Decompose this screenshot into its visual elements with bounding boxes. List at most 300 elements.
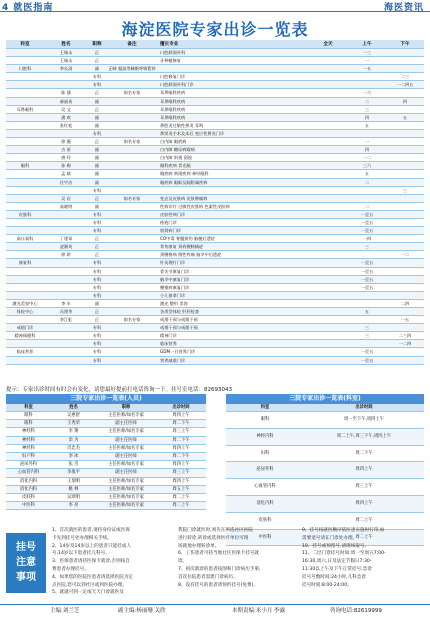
table-cell: 周二下午 (172, 453, 190, 459)
table-cell (348, 292, 386, 299)
table-row (6, 162, 424, 170)
table-cell (106, 146, 158, 153)
table-cell: 骨伤康复 颈肩腰腿痛症 (160, 244, 204, 250)
table-row (226, 412, 424, 429)
table-cell (308, 251, 348, 258)
table-cell: 周二下午 (355, 450, 373, 456)
table-cell: 一至五 (360, 228, 374, 234)
note-line: 我院门诊就医时,须先在所选社区医院 (178, 528, 253, 533)
table-cell: 周四上午 (172, 413, 190, 418)
table-cell: 泌尿外科 (19, 462, 38, 468)
table-cell (386, 268, 424, 275)
table-cell: 吴颂明 (67, 494, 80, 500)
table-cell: 周二上午 (172, 503, 190, 509)
table-cell (308, 324, 348, 331)
page-title: 海淀医院专家出诊一览表 (121, 20, 309, 39)
table-row (6, 106, 424, 114)
table-cell: 一 (364, 58, 370, 64)
header-cell: 姓名 (69, 405, 78, 410)
note-line: 1、首次就医的患者,请持身份证或医保 (52, 528, 130, 533)
table-row (6, 49, 424, 57)
table-cell: 脑卒中康复门诊 (160, 276, 190, 282)
table-cell (106, 324, 158, 331)
table-cell: 正 (94, 195, 100, 201)
note-line: 2、14岁及14岁以上的患者只能挂成人 (52, 543, 131, 549)
table-cell (6, 49, 44, 56)
table-row (6, 486, 206, 494)
table-cell: 周四上午 (172, 478, 190, 484)
table-cell: 副 (94, 163, 100, 169)
table-cell (6, 276, 44, 283)
table-cell (308, 292, 348, 299)
table-cell: 如名专家 (123, 317, 141, 323)
table-row (6, 243, 424, 251)
table-cell (386, 57, 424, 64)
table-cell (308, 348, 348, 355)
header-cell: 职称 (121, 405, 131, 410)
note-line: 5、就就可到一定或天天门诊就医及 (52, 590, 124, 596)
table-cell: 专科 (92, 260, 102, 266)
table-cell (44, 259, 88, 266)
table-cell: 主任医师/如名专家 (108, 478, 144, 484)
table-cell (308, 49, 348, 56)
table-cell: 心血管内科 (17, 470, 40, 476)
table-cell: 任宇洁 (59, 179, 73, 185)
table-cell (44, 81, 88, 88)
footer-editor: 主编:刘兰芝 (50, 608, 80, 614)
header-cell: 全天 (323, 42, 333, 47)
table-cell: 高晓明 (59, 203, 73, 209)
table-cell (386, 276, 424, 283)
table-cell: 吴惠舒 (67, 413, 80, 418)
table-cell: 皮肤科 (22, 494, 35, 500)
table-cell: 银屑病门诊 (160, 228, 181, 234)
table-cell: 副 (94, 171, 100, 177)
table-cell (386, 227, 424, 234)
table-cell (106, 259, 158, 266)
table-cell: 周三上午 (172, 470, 190, 476)
table-cell (6, 81, 44, 88)
table-cell: 二 (364, 98, 370, 104)
table-cell: 五 (364, 171, 370, 177)
table-cell (6, 73, 44, 80)
table-cell: 主任医师/如名专家 (108, 413, 144, 418)
table-cell: 周四上午 (355, 467, 373, 473)
table-cell (386, 324, 424, 331)
table-cell (44, 340, 88, 347)
table-header (6, 40, 424, 49)
table-cell: 眼底病 眼眶及眼附属疾病 (160, 179, 208, 185)
table-cell (308, 138, 348, 145)
table-cell: 主任医师/如名专家 (108, 503, 144, 509)
table-cell (158, 65, 308, 72)
table-cell (308, 316, 348, 323)
table-cell (106, 235, 158, 242)
table-cell: 一六 (362, 90, 372, 96)
table-cell: 李康平 (67, 470, 80, 476)
table-cell: 戒烟干预与戒烟干预 (160, 325, 198, 331)
table-cell: 王瑞永 (59, 50, 73, 55)
table-cell: 二四 (400, 300, 410, 306)
table-row (6, 195, 424, 203)
note-line: 进行转诊,转诊或选择医疗单位可现 (178, 535, 249, 541)
header-cell: 备注 (127, 42, 137, 47)
table-cell: 如名专家 (123, 195, 141, 201)
table-row (6, 122, 424, 130)
table-cell: 骨关节康复门诊 (160, 268, 190, 274)
table-cell: 正畸 超高等睡眠呼吸暂停 (108, 66, 156, 72)
note-line: 点医院,您可以到社区或到医院办理。 (52, 582, 127, 588)
table-cell: 眼科 (24, 413, 33, 418)
table-cell (6, 122, 44, 129)
table-cell (106, 203, 158, 210)
table-cell: 陈 涵 (61, 90, 71, 96)
table-cell (308, 81, 348, 88)
header-cell: 职称 (92, 42, 102, 47)
table-cell: 冯建华 (59, 309, 73, 314)
table-cell (348, 195, 386, 202)
table-row (6, 138, 424, 146)
table-cell (386, 259, 424, 266)
table-cell (308, 187, 348, 194)
table-row (6, 494, 206, 502)
table-cell (308, 106, 348, 113)
header-cell: 下午 (400, 42, 410, 47)
footer-phone: 咨询电话:82619999 (330, 608, 382, 614)
table-cell: 牙种植修复 (160, 58, 181, 64)
table-row (6, 324, 424, 332)
table-cell (308, 89, 348, 96)
table-cell (6, 340, 44, 347)
table-row (6, 300, 424, 308)
table-cell (308, 243, 348, 250)
table-cell: 性病诊疗 过敏性皮肤病 色素性皮肤病 (160, 203, 230, 209)
table-cell: 王瑞永 (59, 58, 73, 64)
table-cell: 三 (364, 325, 370, 331)
table-cell: 三 (364, 333, 370, 339)
notes-column-1 (52, 527, 174, 597)
table-row (6, 146, 424, 154)
table-row (6, 461, 206, 469)
table-cell (106, 219, 158, 226)
table-cell (308, 114, 348, 121)
table-cell: 周二下午 (172, 437, 190, 443)
table-cell: 唐 玲 (61, 155, 71, 161)
table-cell (106, 300, 158, 307)
table-cell: 妇科 (260, 450, 270, 456)
footer (0, 604, 430, 617)
table-row (6, 469, 206, 477)
note-line: 场就地办理转诊单。 (178, 543, 220, 549)
table-cell (106, 106, 158, 113)
table-cell (308, 340, 348, 347)
table-cell (6, 195, 44, 202)
table-cell (106, 211, 158, 218)
table-row (6, 445, 206, 453)
table-cell: 泌尿外科 (256, 467, 274, 473)
table-cell (308, 195, 348, 202)
table-row (6, 187, 424, 195)
table-row (226, 429, 424, 446)
table-cell: 肖忠杰 (67, 445, 80, 451)
table-row (6, 130, 424, 138)
table-row (6, 259, 424, 267)
table-cell (106, 187, 158, 194)
table-row (6, 179, 424, 187)
table-cell (308, 235, 348, 242)
table-row (6, 170, 424, 178)
table-cell: 正 (94, 244, 100, 250)
table-cell: 周四上午 (172, 462, 190, 468)
table-cell: 郝丽英 (59, 98, 73, 104)
table-cell (6, 292, 44, 299)
table-cell: 周四上午 (355, 500, 373, 506)
table-cell (386, 89, 424, 96)
table-cell: 高压氧科 (16, 236, 34, 242)
table-cell (106, 154, 158, 161)
table-cell: 主任医师/如名专家 (108, 494, 144, 500)
table-cell: 正 (94, 50, 100, 55)
table-cell (308, 219, 348, 226)
table-cell: 四 (364, 114, 370, 120)
table-cell: 副 (94, 300, 100, 306)
table-cell (106, 73, 158, 80)
note-line: 7、初次就诊的患者按图和门诊病历手册, (178, 566, 261, 572)
table-cell: 皮肤科 (18, 211, 32, 217)
table-cell: 小儿推拿门诊 (160, 292, 186, 298)
table-cell (6, 179, 44, 186)
table-cell: 正 (94, 90, 100, 96)
table-row (6, 81, 424, 89)
table-cell (6, 251, 44, 258)
table-cell: 口腔修复门诊 (160, 74, 186, 80)
table-cell: 正 (94, 58, 100, 64)
table-row (6, 292, 424, 300)
table-cell: 副 (94, 114, 100, 120)
table-cell (348, 300, 386, 307)
table-cell (386, 203, 424, 210)
department-table-title: 三院专家出诊一览表(科室) (226, 394, 424, 404)
table-cell (106, 122, 158, 129)
table-cell: 消化内科 (19, 478, 38, 484)
table-cell: 二三四 (398, 333, 412, 339)
table-cell: 副 (94, 155, 100, 161)
notice-text: 提示：专家出诊时间有时会有变化，请您最好提前打电话咨询一下。挂号室电话：82693043 (6, 387, 232, 393)
table-cell (6, 284, 44, 291)
note-line: 号,14岁以下患者挂儿科号。 (52, 551, 110, 557)
table-cell: 专科 (92, 349, 102, 355)
note-line: 8、没有挂号的患者请预约挂号(免费), (178, 582, 255, 588)
table-cell (308, 268, 348, 275)
table-cell: 如名专家 (123, 139, 141, 145)
table-cell: 一至五 (360, 260, 374, 266)
table-cell (106, 114, 158, 121)
table-cell: 二三 (400, 74, 410, 80)
table-cell (6, 89, 44, 96)
table-cell: 周二上午 (172, 494, 190, 500)
table-cell: 康复科 (18, 260, 32, 266)
table-cell (308, 73, 348, 80)
table-cell: 口腔颌面外科门诊 (160, 82, 194, 88)
table-cell (106, 57, 158, 64)
table-cell: 二 (364, 179, 370, 185)
table-cell (386, 130, 424, 137)
table-cell (308, 146, 348, 153)
table-cell: 精神门诊 (160, 333, 177, 339)
table-row (6, 65, 424, 73)
table-cell (106, 284, 158, 291)
table-cell: 戒烟干预与戒烟干预 (160, 317, 198, 323)
table-cell: 李长清 (59, 66, 73, 72)
table-cell (308, 203, 348, 210)
table-cell: 专科 (92, 284, 102, 290)
table-cell (44, 268, 88, 275)
table-cell: 临床营养 (16, 349, 34, 355)
table-cell: 颈腰椎病 慢性疼痛 脑卒中后遗症 (160, 252, 222, 258)
table-cell: 五 (402, 114, 408, 120)
table-cell: 余 为 (68, 437, 79, 443)
table-cell (348, 187, 386, 194)
table-cell: 李 车 (61, 300, 71, 306)
table-cell (106, 170, 158, 177)
table-row (6, 57, 424, 65)
table-cell: 周三上午 (355, 484, 373, 490)
table-cell: 耳鼻喉科疾病 (160, 106, 186, 112)
table-cell (6, 316, 44, 323)
table-cell (386, 348, 424, 355)
table-cell: 腰椎病康复门诊 (160, 284, 190, 290)
section-label: 4 就医指南 (2, 3, 54, 13)
table-cell: 眼科疾病 青光眼 (160, 163, 191, 169)
table-cell: 消化内科 (256, 500, 274, 506)
header-cell: 姓名 (61, 42, 71, 47)
table-row (6, 227, 424, 235)
table-cell (6, 130, 44, 137)
table-cell (308, 300, 348, 307)
table-cell: 主任医师/如名专家 (108, 429, 144, 435)
table-cell: 专科 (92, 292, 102, 298)
table-cell: 专科 (92, 333, 102, 339)
table-cell: 妇产科 (22, 453, 35, 459)
table-cell (44, 348, 88, 355)
table-cell (308, 170, 348, 177)
table-cell (308, 332, 348, 339)
table-cell: 专科 (92, 130, 102, 136)
table-cell: 副 (94, 66, 100, 72)
table-cell: 专科 (92, 341, 102, 347)
table-cell (44, 292, 88, 299)
main-schedule-table (6, 40, 424, 365)
staff-table-header (6, 404, 206, 412)
table-cell: 副主任医师 (115, 453, 137, 459)
table-cell: 专科 (92, 219, 102, 225)
table-row (6, 203, 424, 211)
table-row (6, 98, 424, 106)
table-row (226, 446, 424, 463)
table-cell: 正 (94, 106, 100, 112)
table-cell: 中医科 (258, 534, 272, 540)
note-line: 6、工伤患者可持当地社区医保卡挂号就 (178, 551, 260, 557)
table-cell: 如名专家 (123, 90, 141, 96)
table-cell: 神经科 (22, 437, 35, 443)
table-cell: 激光美容中心 (12, 300, 38, 306)
header-cell: 出诊时间 (355, 405, 373, 410)
table-row (6, 235, 424, 243)
table-cell: 一至五 (360, 349, 374, 355)
table-cell: GDM一日营养门诊 (160, 349, 196, 355)
table-row (6, 308, 424, 316)
note-line: 诊。 (178, 559, 188, 565)
table-cell: 吉 原 (61, 147, 71, 153)
table-cell: 痤疮门诊 (160, 219, 177, 225)
table-cell: 一至五 (360, 276, 374, 282)
table-cell: 白内障 糖尿病眼病 (160, 147, 195, 153)
table-row (6, 276, 424, 284)
table-cell: 心血管内科 (254, 484, 276, 490)
table-cell: 专科 (92, 276, 102, 282)
table-cell: 鼻窦炎手术及术后 变应性鼻炎门诊 (160, 130, 225, 136)
table-cell: 五 (364, 122, 370, 128)
table-row (6, 284, 424, 292)
table-cell (44, 324, 88, 331)
table-cell (106, 179, 158, 186)
table-cell (348, 73, 386, 80)
table-cell (386, 49, 424, 56)
table-cell: 徐 聆 (61, 252, 71, 258)
table-row (6, 89, 424, 97)
table-cell: 副主任医师 (115, 437, 137, 443)
table-row (6, 114, 424, 122)
table-row (6, 73, 424, 81)
table-cell (6, 170, 44, 177)
table-cell (44, 284, 88, 291)
table-cell: 精神保健科 (14, 333, 36, 339)
staff-schedule-table (6, 394, 206, 510)
table-cell: 周三上午 (172, 429, 190, 435)
table-cell (308, 357, 348, 364)
table-cell (308, 162, 348, 169)
table-cell (308, 308, 348, 315)
table-cell: 一至五 (360, 211, 374, 217)
table-cell (386, 154, 424, 161)
table-cell: 一二 (362, 155, 372, 161)
table-cell (386, 211, 424, 218)
table-cell: 一 (364, 139, 370, 145)
table-cell (308, 98, 348, 105)
table-cell (386, 219, 424, 226)
note-line: 费患者办理挂号。 (52, 566, 89, 572)
table-row (6, 420, 206, 428)
table-cell: 吴 岩 (61, 195, 71, 201)
header-cell: 擅长专业 (160, 42, 179, 47)
note-line: 3、医保患者请持医保卡就诊,否则按自 (52, 559, 130, 565)
table-cell (348, 316, 386, 323)
table-row (6, 357, 424, 365)
table-cell (386, 292, 424, 299)
table-cell: 周二上午 (355, 534, 373, 540)
table-cell: 神经科 (22, 445, 35, 451)
table-cell: 主任医师/如名专家 (108, 445, 144, 451)
table-cell: 正 (94, 317, 100, 323)
table-cell (6, 187, 44, 194)
table-cell: 眼科 (20, 163, 30, 169)
table-cell (106, 130, 158, 137)
table-cell: 孙 梅 (61, 163, 71, 169)
staff-table-title: 三院专家出诊一览表(人员) (6, 394, 206, 404)
table-cell: 副 (94, 147, 100, 153)
table-cell (308, 65, 348, 72)
table-cell: 激光 整形 美容 (160, 300, 188, 306)
